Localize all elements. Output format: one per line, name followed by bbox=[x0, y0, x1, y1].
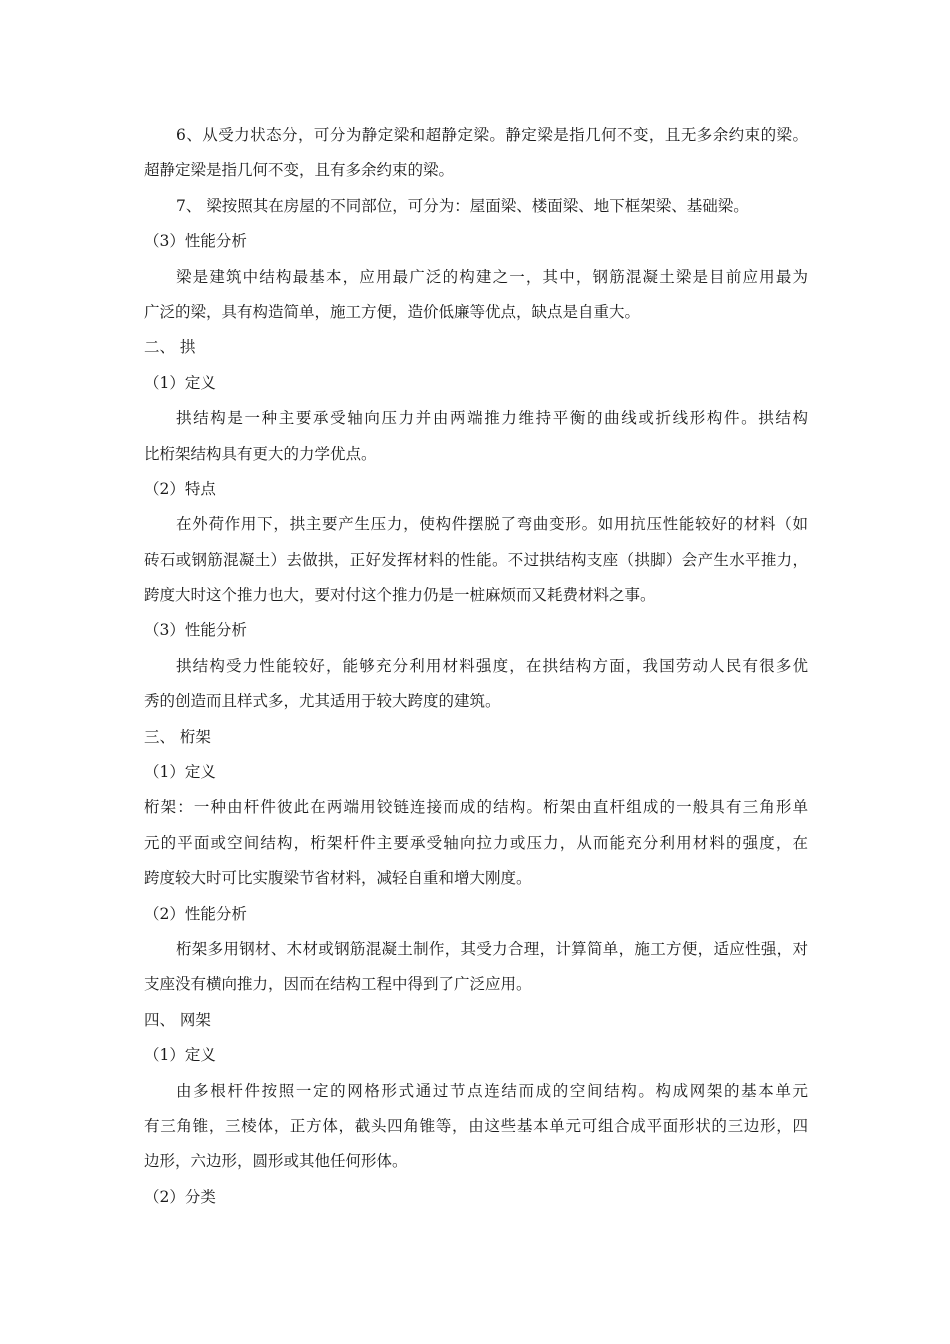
text-line: 6、从受力状态分，可分为静定梁和超静定梁。静定梁是指几何不变，且无多余约束的梁。 bbox=[176, 126, 808, 144]
text-line: 跨度大时这个推力也大，要对付这个推力仍是一桩麻烦而又耗费材料之事。 bbox=[144, 586, 656, 605]
text-line: 桁架多用钢材、木材或钢筋混凝土制作，其受力合理，计算简单，施工方便，适应性强，对 bbox=[176, 939, 808, 958]
text-line: 边形，六边形，圆形或其他任何形体。 bbox=[144, 1152, 408, 1171]
text-line: 梁是建筑中结构最基本，应用最广泛的构建之一，其中，钢筋混凝土梁是目前应用最为 bbox=[176, 267, 808, 286]
text-line: 比桁架结构具有更大的力学优点。 bbox=[144, 444, 377, 463]
text-line: 三、 桁架 bbox=[144, 727, 211, 746]
text-line: （3）性能分析 bbox=[144, 621, 247, 640]
text-line: 超静定梁是指几何不变，且有多余约束的梁。 bbox=[144, 161, 455, 180]
text-line: （2）性能分析 bbox=[144, 904, 247, 923]
text-line: 桁架：一种由杆件彼此在两端用铰链连接而成的结构。桁架由直杆组成的一般具有三角形单 bbox=[144, 798, 808, 817]
text-line: 由多根杆件按照一定的网格形式通过节点连结而成的空间结构。构成网架的基本单元 bbox=[176, 1081, 808, 1100]
text-line: 广泛的梁，具有构造简单，施工方便，造价低廉等优点，缺点是自重大。 bbox=[144, 302, 641, 321]
text-line: 元的平面或空间结构，桁架杆件主要承受轴向拉力或压力，从而能充分利用材料的强度，在 bbox=[144, 833, 808, 852]
text-line: （1）定义 bbox=[144, 763, 216, 782]
text-line: 跨度较大时可比实腹梁节省材料，减轻自重和增大刚度。 bbox=[144, 869, 532, 888]
text-line: （2）特点 bbox=[144, 479, 216, 498]
text-line: 四、 网架 bbox=[144, 1010, 211, 1029]
text-line: （3）性能分析 bbox=[144, 232, 247, 251]
text-line: （1）定义 bbox=[144, 1046, 216, 1065]
text-line: 拱结构是一种主要承受轴向压力并由两端推力维持平衡的曲线或折线形构件。拱结构 bbox=[176, 409, 808, 428]
text-line: 有三角锥，三棱体，正方体，截头四角锥等，由这些基本单元可组合成平面形状的三边形，四 bbox=[144, 1116, 808, 1135]
text-line: 支座没有横向推力，因而在结构工程中得到了广泛应用。 bbox=[144, 975, 532, 994]
text-line: （2）分类 bbox=[144, 1187, 216, 1206]
text-line: 砖石或钢筋混凝土）去做拱，正好发挥材料的性能。不过拱结构支座（拱脚）会产生水平推力， bbox=[144, 550, 808, 569]
text-line: 7、 梁按照其在房屋的不同部位，可分为：屋面梁、楼面梁、地下框架梁、基础梁。 bbox=[176, 196, 749, 215]
text-line: 二、 拱 bbox=[144, 338, 196, 357]
text-line: （1）定义 bbox=[144, 373, 216, 392]
text-line: 在外荷作用下，拱主要产生压力，使构件摆脱了弯曲变形。如用抗压性能较好的材料（如 bbox=[176, 515, 808, 534]
document-page bbox=[144, 118, 808, 1215]
text-line: 拱结构受力性能较好，能够充分利用材料强度，在拱结构方面，我国劳动人民有很多优 bbox=[176, 656, 808, 675]
text-line: 秀的创造而且样式多，尤其适用于较大跨度的建筑。 bbox=[144, 692, 501, 711]
